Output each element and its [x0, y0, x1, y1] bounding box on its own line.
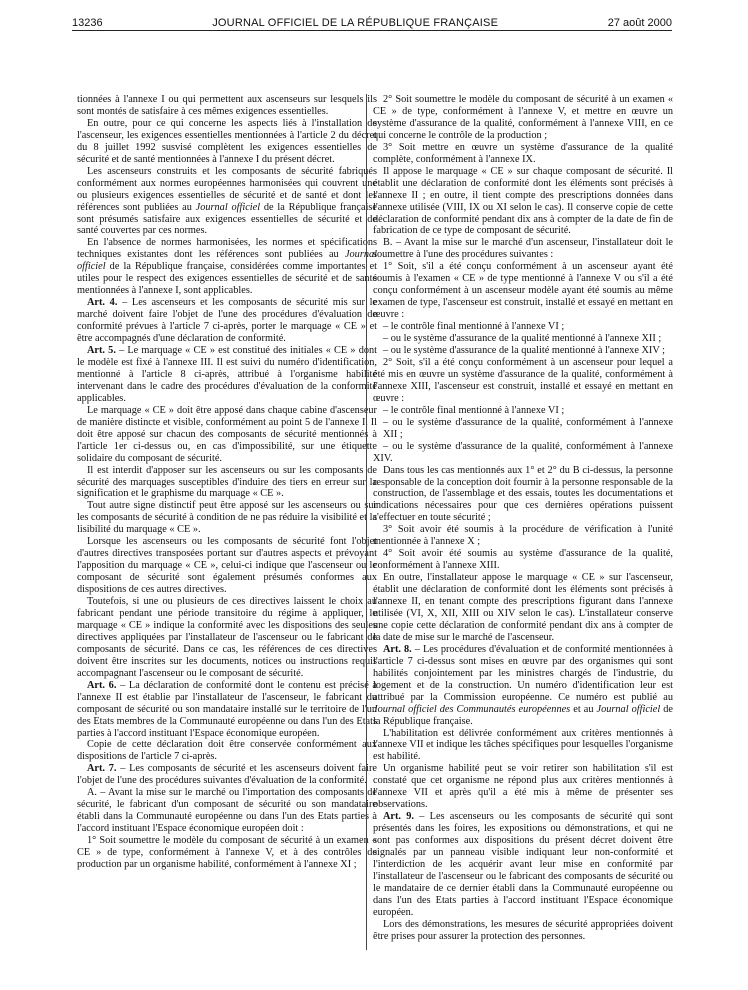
paragraph-text: En l'absence de normes harmonisées, les normes et spécifications techniques existantes dont les références sont publiées au	[77, 237, 377, 261]
paragraph-text: 1° Soit, s'il a été conçu conformément à un ascenseur ayant été soumis à l'examen « CE » de type mentionné à l'annexe V ou s'il a été conçu conformément à un ascenseur modèle ayant été soumis au même examen de type, l'ascenseur est construit, installé et essayé en mettant en œuvre :	[373, 261, 673, 321]
column-divider	[366, 94, 367, 950]
paragraph-text: Un organisme habilité peut se voir retirer son habilitation s'il est constaté que cet organisme ne répond plus aux critères mentionnés à l'annexe VII et après qu'il a été mis à même de présenter ses observations.	[373, 763, 673, 811]
paragraph-text: En outre, l'installateur appose le marquage « CE » sur l'ascenseur, établit une déclaration de conformité dont les éléments sont précisés à l'annexe II, en tenant compte des prescriptions figurant dans l'annexe utilisée (VI, X, XII, XIII ou XIV selon le cas). L'installateur conserve une copie cette déclaration de conformité pendant dix ans à compter de la date de mise sur le marché de l'ascenseur.	[373, 572, 673, 643]
list-item	[373, 321, 673, 333]
issue-date: 27 août 2000	[607, 17, 672, 29]
paragraph-text: A. – Avant la mise sur le marché ou l'importation des composants de sécurité, le fabricant d'un composant de sécurité ou son mandataire établi dans la Communauté européenne ou dans l'un des Etats parties à l'accord instituant l'Espace économique européen doit :	[77, 787, 377, 835]
paragraph	[373, 441, 673, 465]
paragraph	[77, 465, 377, 501]
article-heading: Art. 9.	[383, 811, 414, 823]
paragraph-text: – le contrôle final mentionné à l'annexe VI ;	[383, 321, 565, 333]
paragraph	[373, 166, 673, 238]
paragraph-text: – Les ascenseurs et les composants de sécurité mis sur le marché doivent faire l'objet de l'une des procédures d'évaluation de conformité prévues à l'article 7 ci-après, porter le marquage « CE » et être accompagnés d'une déclaration de conformité.	[77, 297, 377, 345]
italic-reference: Journal officiel	[77, 249, 377, 273]
paragraph-text: – ou le système d'assurance de la qualité, conformément à l'annexe XII ;	[383, 416, 673, 440]
paragraph	[373, 237, 673, 261]
paragraph	[77, 835, 377, 871]
paragraph-text: – le contrôle final mentionné à l'annexe VI ;	[383, 404, 565, 416]
paragraph	[77, 118, 377, 166]
paragraph-text: – ou le système d'assurance de la qualité, conformément à l'annexe XIV.	[373, 440, 673, 464]
paragraph	[77, 596, 377, 680]
page-number: 13236	[72, 17, 103, 29]
paragraph	[373, 465, 673, 525]
list-item	[373, 333, 673, 345]
paragraph-text: Il est interdit d'apposer sur les ascenseurs ou sur les composants de sécurité des marquages susceptibles d'induire des tiers en erreur sur la signification et le graphisme du marquage « CE ».	[77, 464, 377, 500]
paragraph	[77, 94, 377, 118]
paragraph-text: 3° Soit mettre en œuvre un système d'assurance de la qualité complète, conformément à l'annexe IX.	[373, 141, 673, 165]
paragraph-text: – La déclaration de conformité dont le contenu est précisé à l'annexe II est établie par l'installateur de l'ascenseur, le fabricant du composant de sécurité ou son mandataire installé sur le territoire de l'un des Etats membres de la Communauté européenne ou dans l'un des Etats parties à l'accord instituant l'Espace économique européen.	[77, 679, 377, 739]
paragraph-text: 4° Soit avoir été soumis au système d'assurance de la qualité, conformément à l'annexe XIII.	[373, 548, 673, 572]
italic-reference: Journal officiel	[195, 201, 261, 213]
paragraph-text: – ou le système d'assurance de la qualité mentionné à l'annexe XIV ;	[383, 345, 666, 357]
paragraph	[77, 237, 377, 297]
paragraph-text: et au	[570, 703, 597, 715]
paragraph	[373, 357, 673, 405]
article-paragraph	[77, 680, 377, 740]
article-heading: Art. 5.	[87, 345, 116, 357]
list-item	[373, 345, 673, 357]
page-header	[72, 11, 672, 29]
paragraph-text: Le marquage « CE » doit être apposé dans chaque cabine d'ascenseur de manière distincte et visible, conformément au point 5 de l'annexe I. Il doit être apposé sur chacun des composants de sécurité mentionnés à l'article 1er ci-dessus ou, en cas d'impossibilité, sur une étiquette solidaire du composant de sécurité.	[77, 404, 377, 464]
paragraph	[77, 166, 377, 238]
paragraph-text: 3° Soit avoir été soumis à la procédure de vérification à l'unité mentionnée à l'annexe X ;	[373, 524, 673, 548]
paragraph-text: tionnées à l'annexe I ou qui permettent aux ascenseurs sur lesquels ils sont montés de satisfaire à ces mêmes exigences essentielles.	[77, 94, 377, 117]
paragraph-text: 2° Soit soumettre le modèle du composant de sécurité à un examen « CE » de type, conformément à l'annexe V, et mettre en œuvre un système d'assurance de la qualité, conformément à l'annexe VIII, en ce qui concerne le contrôle de la production ;	[373, 94, 673, 141]
paragraph-text: – Le marquage « CE » est constitué des initiales « CE » dont le modèle est fixé à l'annexe III. Il est suivi du numéro d'identification, mentionné à l'article 8 ci-après, attribué à l'organisme habilité intervenant dans le cadre des procédures d'évaluation de la conformité applicables.	[77, 345, 377, 404]
paragraph-text: Il appose le marquage « CE » sur chaque composant de sécurité. Il établit une déclaration de conformité dont les éléments sont précisés à l'annexe II ; en outre, il tient compte des prescriptions données dans l'annexe utilisée (VIII, IX ou XI selon le cas). Il conserve copie de cette déclaration de conformité pendant dix ans à compter de la date de fin de fabrication de ce type de composant de sécurité.	[373, 165, 673, 237]
paragraph-text: Les ascenseurs construits et les composants de sécurité fabriqués conformément aux normes européennes harmonisées qui couvrent une ou plusieurs exigences essentielles de sécurité et de santé et dont les références sont publiées au	[77, 165, 377, 213]
paragraph	[77, 787, 377, 835]
paragraph-text: Copie de cette déclaration doit être conservée conformément aux dispositions de l'article 7 ci-après.	[77, 739, 377, 763]
list-item	[373, 417, 673, 441]
paragraph-text: – Les composants de sécurité et les ascenseurs doivent faire l'objet de l'une des procédures suivantes d'évaluation de la conformité.	[77, 763, 377, 787]
left-column	[77, 94, 377, 954]
paragraph	[373, 94, 673, 142]
paragraph-text: 1° Soit soumettre le modèle du composant de sécurité à un examen « CE » de type, conformément à l'annexe V, et à des contrôles de production par un organisme habilité, conformément à l'annexe XI ;	[77, 835, 377, 870]
paragraph	[373, 919, 673, 943]
paragraph	[77, 500, 377, 536]
paragraph	[77, 405, 377, 465]
list-item	[373, 405, 673, 417]
article-paragraph	[373, 811, 673, 919]
journal-title: JOURNAL OFFICIEL DE LA RÉPUBLIQUE FRANÇAISE	[212, 17, 499, 29]
article-paragraph	[77, 345, 377, 405]
paragraph-text: Lorsque les ascenseurs ou les composants de sécurité font l'objet d'autres directives transposées portant sur d'autres aspects et prévoyant l'apposition du marquage « CE », celui-ci indique que l'ascenseur ou le composant de sécurité sont également présumés conformes aux dispositions de ces autres directives.	[77, 536, 377, 596]
header-rule	[72, 30, 672, 31]
paragraph	[373, 261, 673, 321]
paragraph-text: de la République française sont présumés satisfaire aux exigences essentielles de sécurité et de santé couvertes par ces normes.	[77, 201, 377, 237]
paragraph-text: Tout autre signe distinctif peut être apposé sur les ascenseurs ou sur les composants de sécurité à condition de ne pas réduire la visibilité et la lisibilité du marquage « CE ».	[77, 500, 377, 536]
paragraph	[373, 548, 673, 572]
paragraph	[77, 536, 377, 596]
article-paragraph	[77, 763, 377, 787]
paragraph-text: En outre, pour ce qui concerne les aspects liés à l'installation de l'ascenseur, les exigences essentielles mentionnées à l'article 2 du décret du 8 juillet 1992 susvisé complètent les exigences essentielles de sécurité et de santé mentionnées à l'annexe I du présent décret.	[77, 117, 377, 165]
paragraph	[373, 142, 673, 166]
paragraph-text: L'habilitation est délivrée conformément aux critères mentionnés à l'annexe VII et indique les tâches spécifiques pour lesquelles l'organisme est habilité.	[373, 727, 673, 763]
paragraph-text: – Les procédures d'évaluation et de conformité mentionnées à l'article 7 ci-dessus sont mises en œuvre par des organismes qui sont habilités conjointement par les ministres chargés de l'industrie, du logement et de la construction. Un numéro d'identification leur est attribué par la Commission européenne. Ce numéro est publié au	[373, 643, 673, 703]
paragraph	[77, 739, 377, 763]
article-heading: Art. 6.	[87, 679, 117, 691]
article-heading: Art. 7.	[87, 763, 117, 775]
right-column	[373, 94, 673, 954]
paragraph	[373, 524, 673, 548]
paragraph-text: de la République française.	[373, 703, 673, 727]
paragraph-text: Lors des démonstrations, les mesures de sécurité appropriées doivent être prises pour assurer la protection des personnes.	[373, 918, 673, 942]
paragraph-text: de la République française, considérées comme importantes et utiles pour le respect des exigences essentielles de sécurité et de santé mentionnées à l'annexe I, sont applicables.	[77, 261, 377, 297]
article-paragraph	[77, 297, 377, 345]
paragraph-text: Toutefois, si une ou plusieurs de ces directives laissent le choix au fabricant pendant une période transitoire du régime à appliquer, le marquage « CE » indique la conformité avec les dispositions des seules directives appliquées par l'installateur de l'ascenseur ou le fabricant de composants de sécurité. Dans ce cas, les références de ces directives doivent être inscrites sur les documents, notices ou instructions requis accompagnant l'ascenseur ou le composant de sécurité.	[77, 596, 377, 679]
italic-reference: Journal officiel	[596, 703, 661, 715]
paragraph-text: – Les ascenseurs ou les composants de sécurité qui sont présentés dans les foires, les expositions ou démonstrations, et qui ne sont pas conformes aux dispositions du présent décret doivent être signalés par un panneau visible indiquant leur non-conformité et l'interdiction de les acquérir avant leur mise en conformité par l'installateur de l'ascenseur ou le fabricant des composants de sécurité ou le mandataire de ce dernier établi dans la Communauté européenne ou dans l'un des Etats parties à l'accord instituant l'Espace économique européen.	[373, 811, 673, 918]
article-paragraph	[373, 644, 673, 728]
article-heading: Art. 4.	[87, 297, 118, 309]
paragraph-text: Dans tous les cas mentionnés aux 1° et 2° du B ci-dessus, la personne responsable de la conception doit fournir à la personne responsable de la construction, de l'assemblage et des essais, toutes les documentations et indications nécessaires pour que ces dernières opérations puissent s'effectuer en toute sécurité ;	[373, 464, 673, 524]
article-heading: Art. 8.	[383, 643, 412, 655]
paragraph	[373, 728, 673, 764]
paragraph	[373, 572, 673, 644]
italic-reference: Journal officiel des Communautés européennes	[373, 703, 571, 715]
paragraph-text: 2° Soit, s'il a été conçu conformément à un ascenseur pour lequel a été mis en œuvre un système d'assurance de la qualité, conformément à l'annexe XIII, l'ascenseur est construit, installé et essayé en mettant en œuvre :	[373, 356, 673, 404]
paragraph-text: B. – Avant la mise sur le marché d'un ascenseur, l'installateur doit le soumettre à l'une des procédures suivantes :	[373, 237, 673, 261]
paragraph	[373, 763, 673, 811]
paragraph-text: – ou le système d'assurance de la qualité mentionné à l'annexe XII ;	[383, 333, 662, 345]
